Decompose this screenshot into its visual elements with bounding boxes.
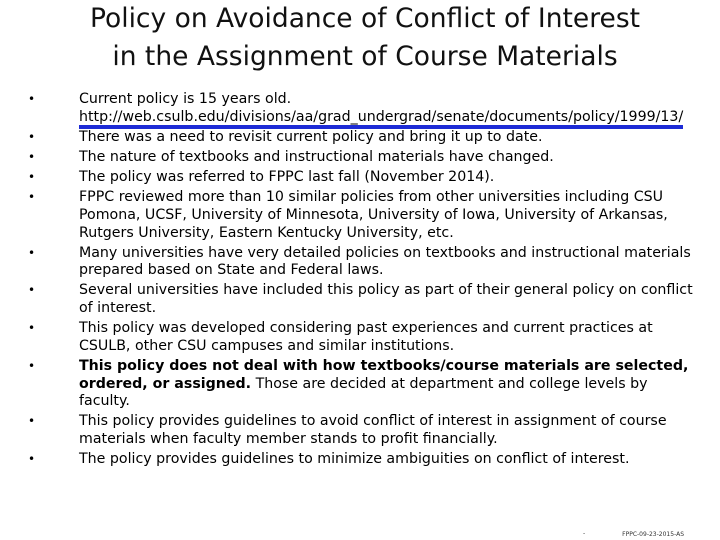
bullet-icon: • xyxy=(28,414,36,429)
bullet-item xyxy=(28,91,698,127)
bullet-item xyxy=(28,282,698,318)
title-line-2: in the Assignment of Course Materials xyxy=(112,41,618,72)
bullet-text: Current policy is 15 years old. xyxy=(79,91,292,107)
bullet-item xyxy=(28,245,698,281)
bullet-icon: • xyxy=(28,245,36,260)
policy-link[interactable]: http://web.csulb.edu/divisions/aa/grad_undergrad/senate/documents/policy/1999/13/ xyxy=(79,109,683,129)
bullet-text: Many universities have very detailed policies on textbooks and instructional materials prepared based on State and Federal laws. xyxy=(79,244,691,279)
bullet-item xyxy=(28,129,698,147)
bullet-item xyxy=(28,413,698,449)
bullet-item xyxy=(28,320,698,356)
bullet-icon: • xyxy=(28,130,36,145)
bullet-text: The policy was referred to FPPC last fall (November 2014). xyxy=(79,169,495,186)
bullet-text: Those are decided at department and college levels by faculty. xyxy=(79,375,648,410)
bullet-icon: • xyxy=(28,321,36,336)
bullet-icon: • xyxy=(28,92,36,106)
bullet-text: FPPC reviewed more than 10 similar policies from other universities including CSU Pomona, UCSF, University of Minnesota, University of Iowa, University of Arkansas, Rutgers University, Eastern Kentucky University, etc. xyxy=(79,189,668,241)
bullet-icon: • xyxy=(28,170,36,185)
bullet-icon: • xyxy=(28,150,36,165)
bullet-icon: • xyxy=(28,190,36,205)
bullet-item xyxy=(28,169,698,187)
bullet-item xyxy=(28,451,698,469)
bullet-icon: • xyxy=(28,451,36,466)
bullet-text: This policy provides guidelines to avoid conflict of interest in assignment of course materials when faculty member stands to profit financially. xyxy=(79,413,667,447)
bullet-text: This policy was developed considering past experiences and current practices at CSULB, other CSU campuses and similar institutions. xyxy=(79,320,653,354)
bullet-item xyxy=(28,189,698,242)
bullet-bold-text: This policy does not deal with how textbooks/course materials are selected, ordered, or assigned. xyxy=(79,357,689,392)
bullet-icon: • xyxy=(28,283,36,298)
bullet-text: Several universities have included this policy as part of their general policy on conflict of interest. xyxy=(79,282,693,317)
bullet-text: There was a need to revisit current policy and bring it up to date. xyxy=(79,129,543,146)
slide-footer: FPPC-09-23-2015-AS xyxy=(622,531,684,538)
slide-title xyxy=(40,0,690,76)
title-line-1: Policy on Avoidance of Conflict of Interest xyxy=(89,3,641,34)
bullet-text: The policy provides guidelines to minimize ambiguities on conflict of interest. xyxy=(79,450,630,467)
bullet-list xyxy=(28,91,698,471)
bullet-icon: • xyxy=(28,358,36,373)
bullet-item xyxy=(28,149,698,167)
bullet-text: The nature of textbooks and instructional materials have changed. xyxy=(79,149,554,166)
bullet-item xyxy=(28,358,698,411)
footer-mark: - xyxy=(583,530,586,537)
